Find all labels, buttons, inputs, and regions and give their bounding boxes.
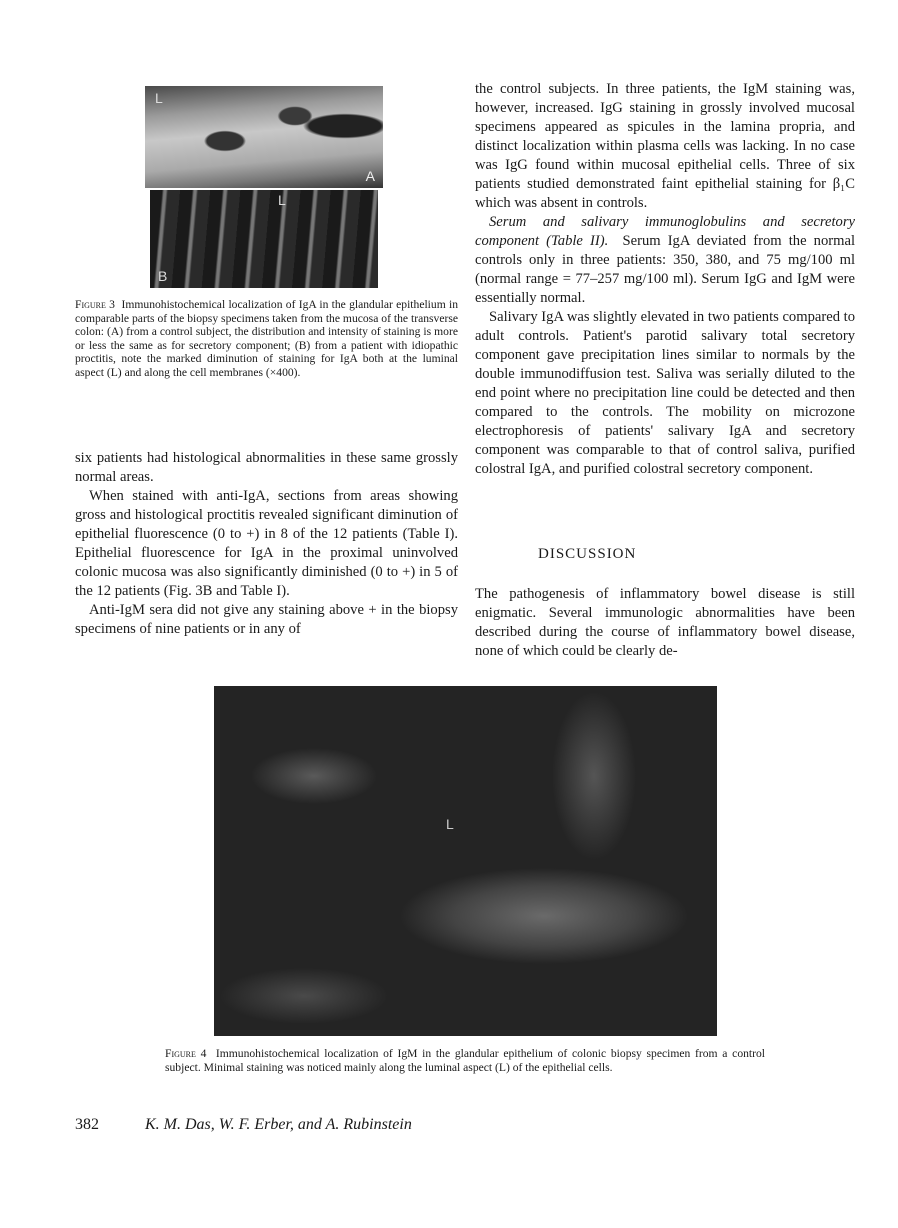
right-column bbox=[475, 80, 855, 479]
paragraph: six patients had histological abnormalities in these same grossly normal areas. bbox=[75, 450, 458, 485]
figure-4-micrograph bbox=[214, 686, 717, 1036]
figure-3-caption-head: Figure 3 bbox=[75, 298, 115, 311]
figure-3a-label: A bbox=[365, 168, 375, 184]
running-footer-authors: K. M. Das, W. F. Erber, and A. Rubinstein bbox=[145, 1116, 412, 1133]
figure-4-caption bbox=[165, 1047, 765, 1074]
section-heading: DISCUSSION bbox=[538, 546, 637, 562]
figure-3b-label-L: L bbox=[278, 192, 286, 208]
discussion-text bbox=[475, 585, 855, 661]
figure-3b-micrograph bbox=[150, 190, 378, 288]
figure-3-caption-text: Immunohistochemical localization of IgA in the glandular epithelium in comparable parts of the biopsy specimens taken from the mucosa of the transverse colon: (A) from a control subject, the distribution and intensity of staining is more or less the same as for secretory component; (B) from a patient with idiopathic proctitis, note the marked diminution of staining for IgA both at the luminal aspect (L) and along the cell membranes (×400). bbox=[75, 298, 459, 379]
paragraph: the control subjects. In three patients, the IgM staining was, however, increased. IgG staining in grossly involved mucosal specimens appeared as spicules in the lamina propria, and distinct localization within plasma cells was lacking. In no case was IgG found within mucosal epithelial cells. Three of six patients studied demonstrated faint epithelial staining for β₁C which was absent in controls. bbox=[475, 81, 855, 211]
left-column bbox=[75, 449, 458, 639]
figure-3a-label-L: L bbox=[155, 90, 163, 106]
paragraph: Salivary IgA was slightly elevated in two patients compared to adult controls. Patient's parotid salivary total secretory component gave precipitation lines similar to normals by the double immunodiffusion test. Saliva was serially diluted to the end point where no precipitation line could be detected and then compared to the controls. The mobility on microzone electrophoresis of patients' salivary IgA and secretory component was comparable to that of control saliva, purified colostral IgA, and purified colostral secretory component. bbox=[475, 309, 855, 477]
paragraph-text: Serum IgA deviated from the normal controls only in three patients: 350, 380, and 75 mg/100 ml (normal range = 77–257 mg/100 ml). Serum IgG and IgM were essentially normal. bbox=[475, 233, 856, 306]
figure-3b-label: B bbox=[158, 268, 168, 284]
figure-3-caption bbox=[75, 298, 458, 380]
subsection-heading: Serum and salivary immunoglobulins and secretory component (Table II). bbox=[475, 214, 855, 249]
figure-4-caption-text: Immunohistochemical localization of IgM in the glandular epithelium of colonic biopsy specimen from a control subject. Minimal staining was noticed mainly along the luminal aspect (L) of the epithelial cells. bbox=[165, 1047, 766, 1074]
paragraph bbox=[475, 213, 855, 308]
figure-4-label-L: L bbox=[446, 816, 454, 832]
figure-3a-micrograph bbox=[145, 86, 383, 188]
paragraph: Anti-IgM sera did not give any staining above + in the biopsy specimens of nine patients or in any of bbox=[75, 602, 458, 637]
figure-4-caption-head: Figure 4 bbox=[165, 1047, 207, 1060]
page-number: 382 bbox=[75, 1116, 99, 1133]
paragraph: The pathogenesis of inflammatory bowel disease is still enigmatic. Several immunologic abnormalities have been described during the course of inflammatory bowel disease, none of which could be clearly de- bbox=[475, 586, 855, 659]
paragraph: When stained with anti-IgA, sections from areas showing gross and histological proctitis revealed significant diminution of epithelial fluorescence (0 to +) in 8 of the 12 patients (Table I). Epithelial fluorescence for IgA in the proximal uninvolved colonic mucosa was also significantly diminished (0 to +) in 5 of the 12 patients (Fig. 3B and Table I). bbox=[75, 488, 458, 599]
